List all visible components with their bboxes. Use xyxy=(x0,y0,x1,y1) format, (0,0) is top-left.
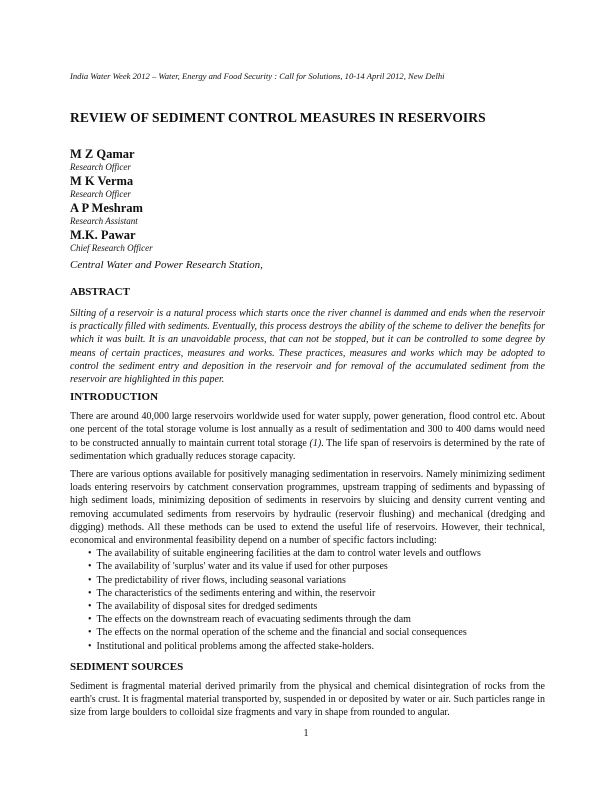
list-item: • The effects on the downstream reach of evacuating sediments through the dam xyxy=(88,613,545,626)
page-number: 1 xyxy=(303,728,309,739)
intro-p1-text: There are around 40,000 large reservoirs worldwide used for water supply, power generation, flood control etc. About one percent of the total storage volume is lost annually as a result of sedimentation and 300 to 400 dams would need to be constructed annually to maintain current total storage xyxy=(70,411,545,449)
paper-title: REVIEW OF SEDIMENT CONTROL MEASURES IN RESERVOIRS xyxy=(70,110,486,125)
author-name: M K Verma xyxy=(70,174,134,188)
abstract-text: Silting of a reservoir is a natural process which starts once the river channel is dammed and ends when the reservoir is practically filled with sediments. Eventually, this process destroys the ability of the scheme to deliver the benefits for which it was built. It is an unavoidable process, that can not be stopped, but it can be controlled to some degree by means of certain practices, measures and works. These practices, measures and works which may be adopted to control the sediment entry and deposition in the reservoir and for removal of the accumulated sediment from the reservoir are highlighted in this paper. xyxy=(70,308,545,386)
list-item: • The availability of suitable engineering facilities at the dam to control water levels and outflows xyxy=(88,547,545,560)
feasibility-factor-list xyxy=(70,547,545,653)
author-role: Chief Research Officer xyxy=(70,243,153,253)
introduction-paragraph-2: There are various options available for positively managing sedimentation in reservoirs. Namely minimizing sediment loads entering reservoirs by catchment conservation programmes, upstream trapping of sediments and bypassing of high sediment loads, minimizing deposition of sediments in reservoirs by sluicing and density current venting and removing accumulated sediments from reservoirs by hydraulic (reservoir flushing) and mechanical (dredging and digging) methods. All these methods can be used to extend the useful life of reservoirs. However, their technical, economical and environmental feasibility depend on a number of specific factors including: xyxy=(70,469,545,547)
citation-reference: (1) xyxy=(309,437,322,449)
conference-header: India Water Week 2012 – Water, Energy and Food Security : Call for Solutions, 10-14 April 2012, New Delhi xyxy=(70,71,445,81)
introduction-paragraph-1 xyxy=(70,410,545,463)
list-item: • The availability of 'surplus' water and its value if used for other purposes xyxy=(88,560,545,573)
author-role: Research Officer xyxy=(70,162,131,172)
author-entry xyxy=(70,201,545,228)
affiliation: Central Water and Power Research Station, xyxy=(70,259,263,271)
intro-p1-text-continued: . The life span of reservoirs is determined by the rate of sedimentation which gradually reduces storage capacity. xyxy=(70,437,545,462)
author-name: A P Meshram xyxy=(70,201,143,215)
author-name: M.K. Pawar xyxy=(70,228,136,242)
section-heading-introduction: INTRODUCTION xyxy=(70,391,159,404)
author-entry xyxy=(70,228,545,255)
author-role: Research Assistant xyxy=(70,216,138,226)
list-item: • The effects on the normal operation of the scheme and the financial and social consequences xyxy=(88,626,545,639)
section-heading-abstract: ABSTRACT xyxy=(70,286,130,298)
author-name: M Z Qamar xyxy=(70,147,135,161)
author-entry xyxy=(70,147,545,174)
list-item: • The characteristics of the sediments entering and within, the reservoir xyxy=(88,587,545,600)
list-item: • The predictability of river flows, including seasonal variations xyxy=(88,574,545,587)
author-block xyxy=(70,147,545,255)
author-entry xyxy=(70,174,545,201)
author-role: Research Officer xyxy=(70,189,131,199)
sediment-sources-paragraph: Sediment is fragmental material derived primarily from the physical and chemical disintegration of rocks from the earth's crust. It is fragmental material transported by, suspended in or deposited by water or air. Such particles range in size from large boulders to colloidal size fragments and vary in shape from rounded to angular. xyxy=(70,680,545,719)
list-item: • Institutional and political problems among the affected stake-holders. xyxy=(88,640,545,653)
list-item: • The availability of disposal sites for dredged sediments xyxy=(88,600,545,613)
section-heading-sediment-sources: SEDIMENT SOURCES xyxy=(70,660,184,673)
